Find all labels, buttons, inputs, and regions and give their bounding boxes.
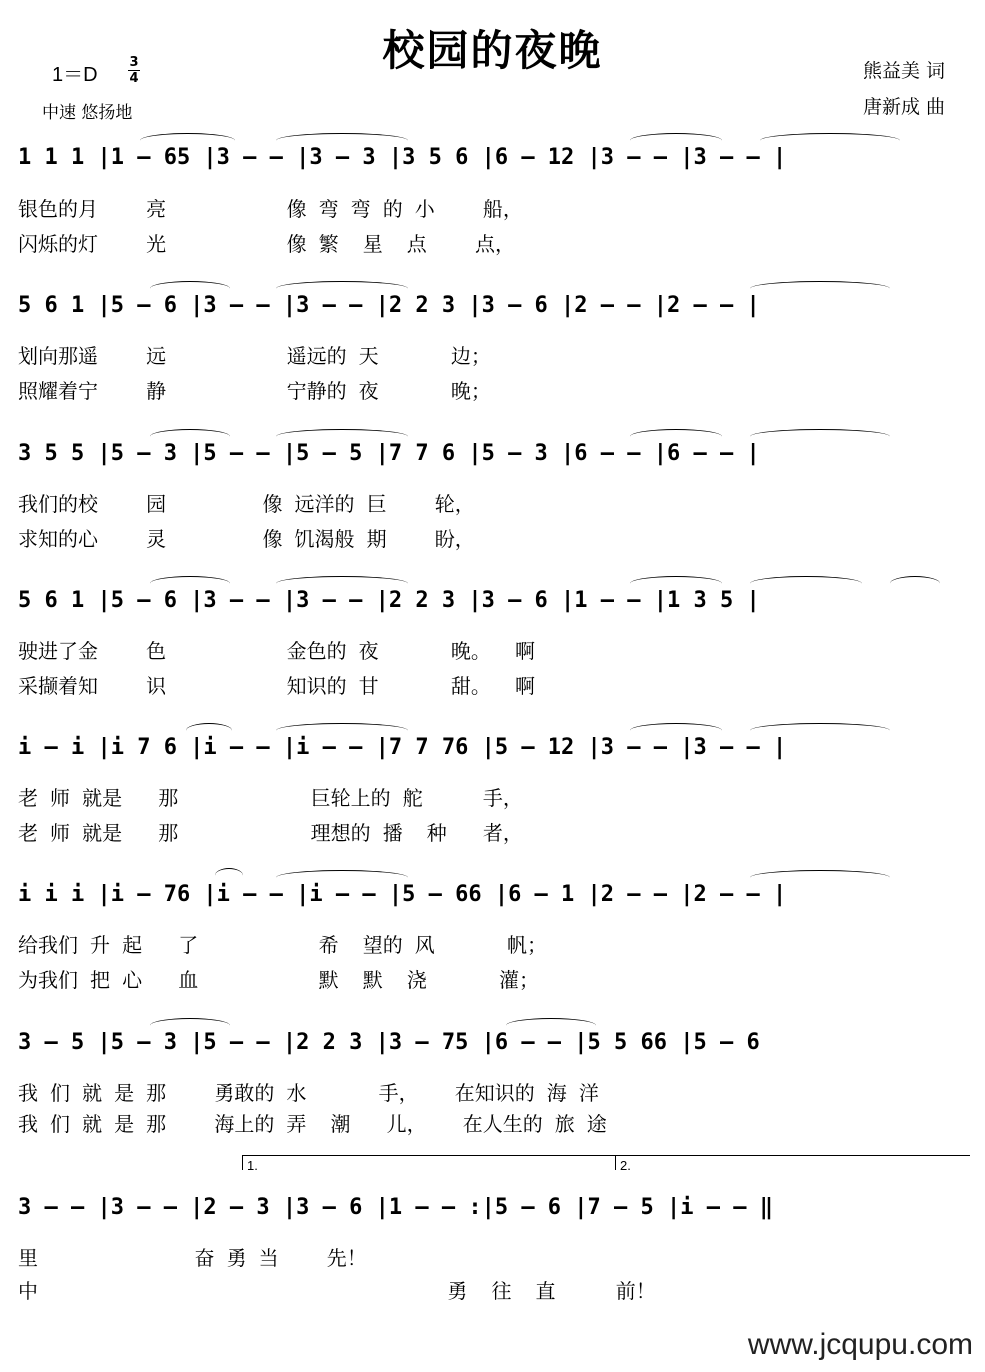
- lyrics-verse-2: 老 师 就是 那 理想的 播 种 者，: [18, 821, 523, 845]
- tie: [750, 429, 890, 444]
- time-signature-bottom: 4: [129, 71, 139, 86]
- lyrics-verse-2: 采撷着知 识 知识的 甘 甜。 啊: [18, 674, 535, 698]
- first-ending-bracket: 1.: [242, 1155, 615, 1170]
- lyrics-verse-1: 划向那遥 远 遥远的 天 边；: [18, 344, 491, 368]
- time-signature-top: 3: [129, 55, 139, 70]
- notes-line: 5 6 1 |5 – 6 |3 – – |3 – – |2 2 3 |3 – 6 |1 – – |1 3 5 |: [18, 588, 760, 613]
- lyrics-verse-1: 银色的月 亮 像 弯 弯 的 小 船，: [18, 197, 523, 221]
- slur: [890, 576, 940, 591]
- lyrics-verse-2: 中 勇 往 直 前！: [18, 1279, 656, 1303]
- slur: [215, 868, 243, 883]
- notes-line: i i i |i – 76 |i – – |i – – |5 – 66 |6 – 1 |2 – – |2 – – |: [18, 882, 787, 907]
- notes-line: 3 – – |3 – – |2 – 3 |3 – 6 |1 – – :|5 – 6 |7 – 5 |i – – ‖: [18, 1195, 773, 1220]
- song-title: 校园的夜晚: [382, 26, 603, 75]
- composer-credit: 唐新成 曲: [862, 96, 945, 118]
- lyrics-verse-2: 为我们 把 心 血 默 默 浇 灌；: [18, 968, 540, 992]
- tie: [750, 281, 890, 296]
- lyrics-verse-1: 我 们 就 是 那 勇敢的 水 手， 在知识的 海 洋: [18, 1081, 599, 1105]
- lyrics-verse-1: 老 师 就是 那 巨轮上的 舵 手，: [18, 786, 523, 810]
- second-ending-bracket: 2.: [615, 1155, 970, 1170]
- lyrics-verse-1: 给我们 升 起 了 希 望的 风 帆；: [18, 933, 547, 957]
- lyrics-verse-1: 驶进了金 色 金色的 夜 晚。 啊: [18, 639, 535, 663]
- notes-line: 3 5 5 |5 – 3 |5 – – |5 – 5 |7 7 6 |5 – 3 |6 – – |6 – – |: [18, 441, 760, 466]
- key-signature: 1＝D: [52, 64, 98, 86]
- notes-line: i – i |i 7 6 |i – – |i – – |7 7 76 |5 – 12 |3 – – |3 – – |: [18, 735, 787, 760]
- lyrics-verse-2: 我 们 就 是 那 海上的 弄 潮 儿， 在人生的 旅 途: [18, 1112, 607, 1136]
- notes-line: 5 6 1 |5 – 6 |3 – – |3 – – |2 2 3 |3 – 6 |2 – – |2 – – |: [18, 293, 760, 318]
- lyrics-verse-2: 求知的心 灵 像 饥渴般 期 盼，: [18, 527, 475, 551]
- time-signature: [126, 56, 142, 85]
- lyrics-verse-1: 我们的校 园 像 远洋的 巨 轮，: [18, 492, 475, 516]
- lyrics-verse-2: 照耀着宁 静 宁静的 夜 晚；: [18, 379, 491, 403]
- lyrics-verse-1: 里 奋 勇 当 先！: [18, 1246, 367, 1270]
- lyrics-verse-2: 闪烁的灯 光 像 繁 星 点 点，: [18, 232, 515, 256]
- lyricist-credit: 熊益美 词: [862, 60, 945, 82]
- tie: [750, 576, 862, 591]
- notes-line: 1 1 1 |1 – 65 |3 – – |3 – 3 |3 5 6 |6 – 12 |3 – – |3 – – |: [18, 145, 787, 170]
- notes-line: 3 – 5 |5 – 3 |5 – – |2 2 3 |3 – 75 |6 – – |5 5 66 |5 – 6: [18, 1030, 773, 1055]
- watermark-text: www.jcqupu.com: [747, 1328, 973, 1361]
- tempo-marking: 中速 悠扬地: [42, 103, 133, 123]
